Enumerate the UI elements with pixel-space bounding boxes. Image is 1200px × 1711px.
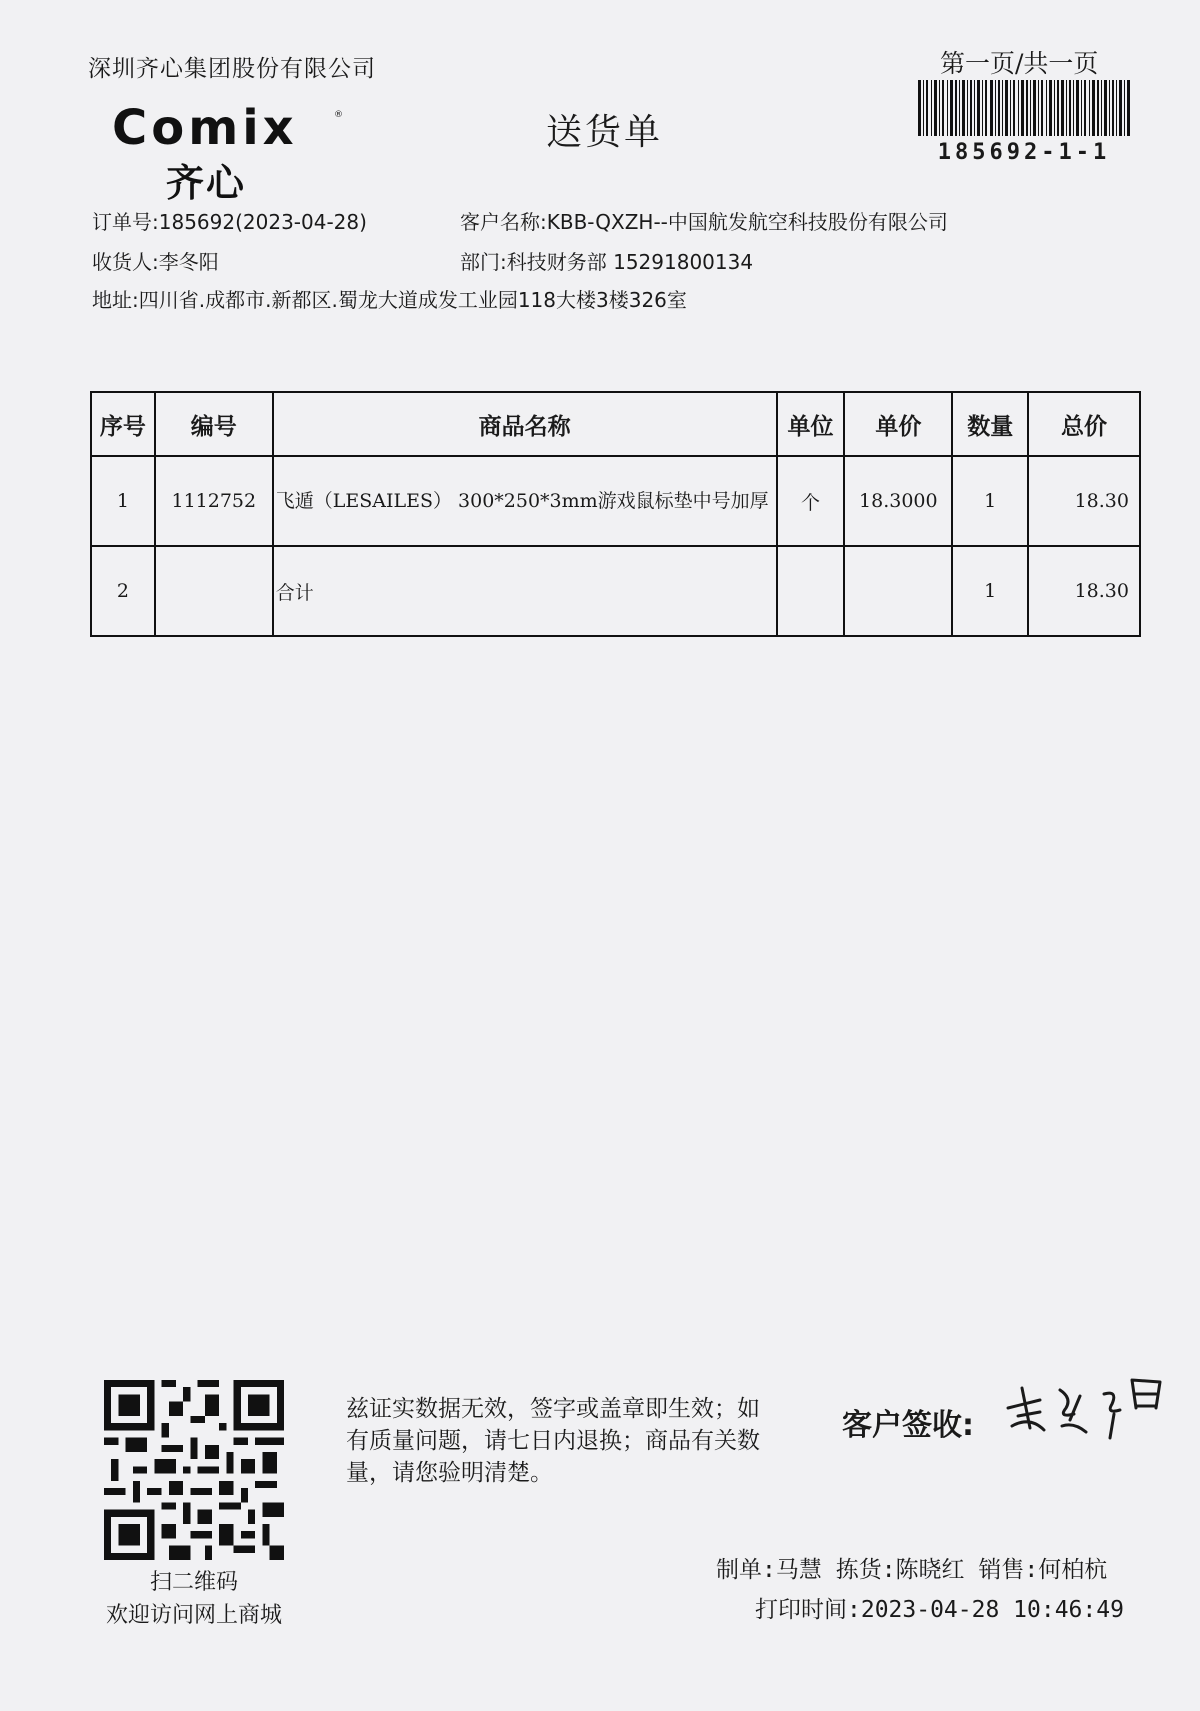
header-unit-price: 单价 [844,392,952,456]
cell-unit-price [844,546,952,636]
header-unit: 单位 [777,392,845,456]
page-info: 第一页/共一页 [940,49,1099,78]
order-number-label: 订单号: [92,210,159,234]
header-quantity: 数量 [952,392,1028,456]
address-label: 地址: [92,288,139,312]
header-code: 编号 [155,392,273,456]
receiver [92,246,219,275]
cell-code [155,546,273,636]
department [460,246,753,275]
cell-unit-price: 18.3000 [844,456,952,546]
print-time: 打印时间:2023-04-28 10:46:49 [755,1597,1124,1623]
cell-seq: 2 [91,546,155,636]
notice-text: 兹证实数据无效，签字或盖章即生效；如有质量问题，请七日内退换；商品有关数量，请您验明清楚。 [346,1396,760,1486]
table-header-row [91,392,1140,456]
barcode-number: 185692-1-1 [937,140,1111,165]
cell-total: 18.30 [1028,546,1140,636]
address [92,284,687,313]
qr-caption-line-1: 扫二维码 [149,1570,238,1595]
table-row [91,546,1140,636]
table-row [91,456,1140,546]
items-table [90,391,1141,637]
customer-name-value: KBB-QXZH--中国航发航空科技股份有限公司 [546,210,948,234]
customer-name-label: 客户名称: [460,210,547,234]
header-seq: 序号 [91,392,155,456]
logo-text-en: Comix [112,100,298,156]
cell-seq: 1 [91,456,155,546]
qr-caption [88,1566,300,1632]
comix-logo [112,100,352,205]
qr-code-icon [104,1380,284,1560]
order-number-value: 185692(2023-04-28) [158,210,367,234]
document-title: 送货单 [546,112,664,153]
staff-info: 制单:马慧 拣货:陈晓红 销售:何柏杭 [716,1557,1108,1583]
barcode [918,80,1130,136]
logo-registered-mark: ® [334,110,343,120]
customer-name [460,206,948,235]
department-value: 科技财务部 15291800134 [506,250,754,274]
cell-quantity: 1 [952,456,1028,546]
order-number [92,206,367,235]
cell-quantity: 1 [952,546,1028,636]
company-name: 深圳齐心集团股份有限公司 [88,56,376,82]
qr-caption-line-2: 欢迎访问网上商城 [105,1603,282,1628]
header-product-name: 商品名称 [273,392,777,456]
cell-product-name: 飞遁（LESAILES） 300*250*3mm游戏鼠标垫中号加厚 [273,456,777,546]
receiver-value: 李冬阳 [158,250,219,274]
cell-product-name: 合计 [273,546,777,636]
logo-text-cn: 齐心 [166,161,247,205]
header-total: 总价 [1028,392,1140,456]
cell-unit: 个 [777,456,845,546]
cell-code: 1112752 [155,456,273,546]
address-value: 四川省.成都市.新都区.蜀龙大道成发工业园118大楼3楼326室 [138,288,687,312]
receiver-label: 收货人: [92,250,159,274]
cell-total: 18.30 [1028,456,1140,546]
customer-sign-label: 客户签收: [842,1408,974,1443]
department-label: 部门: [460,250,507,274]
cell-unit [777,546,845,636]
handwritten-signature [1000,1368,1180,1448]
